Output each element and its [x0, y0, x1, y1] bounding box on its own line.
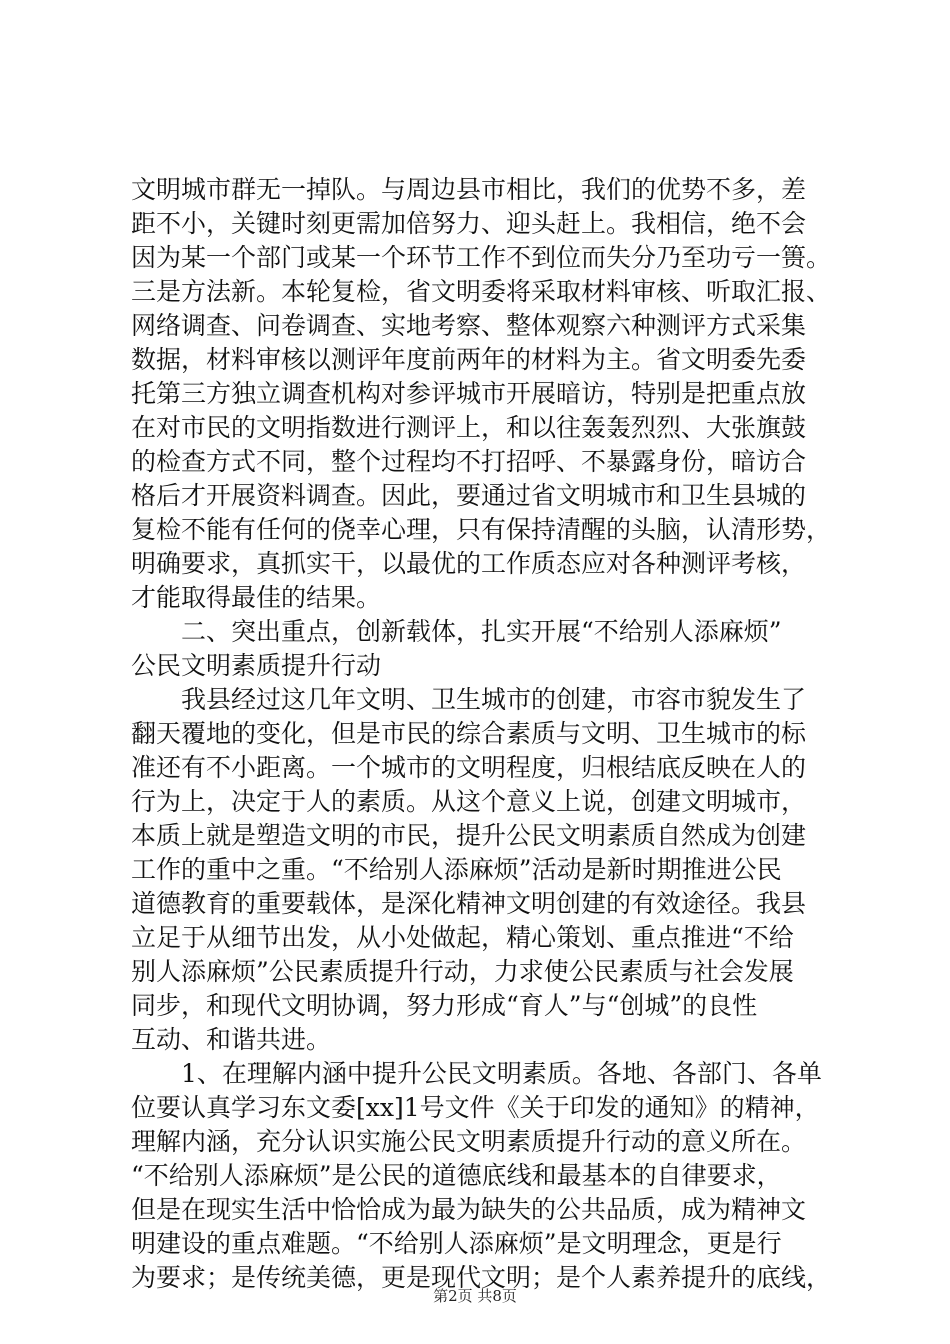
- text-line: 在对市民的文明指数进行测评上，和以往轰轰烈烈、大张旗鼓: [131, 413, 807, 442]
- text-line: 立足于从细节出发，从小处做起，精心策划、重点推进“不给: [131, 923, 794, 952]
- page-number-footer: 第2页 共8页: [433, 1287, 517, 1305]
- text-line: 别人添麻烦”公民素质提升行动，力求使公民素质与社会发展: [131, 957, 794, 986]
- text-line: 翻天覆地的变化，但是市民的综合素质与文明、卫生城市的标: [131, 719, 807, 748]
- text-line: 距不小，关键时刻更需加倍努力、迎头赶上。我相信，绝不会: [131, 209, 807, 238]
- text-line: 复检不能有任何的侥幸心理，只有保持清醒的头脑，认清形势，: [131, 515, 831, 544]
- text-line: 明建设的重点难题。“不给别人添麻烦”是文明理念，更是行: [131, 1229, 782, 1258]
- text-line: 道德教育的重要载体，是深化精神文明创建的有效途径。我县: [131, 889, 807, 918]
- text-line: 才能取得最佳的结果。: [131, 583, 382, 612]
- text-line: 本质上就是塑造文明的市民，提升公民文明素质自然成为创建: [131, 821, 807, 850]
- text-line: 格后才开展资料调查。因此，要通过省文明城市和卫生县城的: [131, 481, 807, 510]
- text-line: 三是方法新。本轮复检，省文明委将采取材料审核、听取汇报、: [131, 277, 831, 306]
- text-line: 互动、和谐共进。: [131, 1025, 332, 1054]
- text-line: “不给别人添麻烦”是公民的道德底线和最基本的自律要求，: [131, 1161, 782, 1190]
- section-heading-line: 公民文明素质提升行动: [131, 651, 382, 680]
- text-line: 但是在现实生活中恰恰成为最为缺失的公共品质，成为精神文: [131, 1195, 807, 1224]
- text-line: 的检查方式不同，整个过程均不打招呼、不暴露身份，暗访合: [131, 447, 807, 476]
- text-line: 同步，和现代文明协调，努力形成“育人”与“创城”的良性: [131, 991, 758, 1020]
- text-line: 为要求；是传统美德，更是现代文明；是个人素养提升的底线，: [131, 1263, 831, 1292]
- text-line: 因为某一个部门或某一个环节工作不到位而失分乃至功亏一篑。: [131, 243, 831, 272]
- text-line: 托第三方独立调查机构对参评城市开展暗访，特别是把重点放: [131, 379, 807, 408]
- text-line: 我县经过这几年文明、卫生城市的创建，市容市貌发生了: [131, 685, 807, 714]
- text-line: 文明城市群无一掉队。与周边县市相比，我们的优势不多，差: [131, 175, 807, 204]
- text-line: 网络调查、问卷调查、实地考察、整体观察六种测评方式采集: [131, 311, 807, 340]
- text-line: 理解内涵，充分认识实施公民文明素质提升行动的意义所在。: [131, 1127, 807, 1156]
- text-line: 位要认真学习东文委[xx]1号文件《关于印发的通知》的精神，: [131, 1093, 820, 1122]
- text-line: 行为上，决定于人的素质。从这个意义上说，创建文明城市，: [131, 787, 807, 816]
- text-line: 数据，材料审核以测评年度前两年的材料为主。省文明委先委: [131, 345, 807, 374]
- section-heading-line: 二、突出重点，创新载体，扎实开展“不给别人添麻烦”: [131, 617, 782, 646]
- text-line: 准还有不小距离。一个城市的文明程度，归根结底反映在人的: [131, 753, 807, 782]
- text-line: 明确要求，真抓实干，以最优的工作质态应对各种测评考核，: [131, 549, 807, 578]
- text-line: 工作的重中之重。“不给别人添麻烦”活动是新时期推进公民: [131, 855, 782, 884]
- text-line: 1、在理解内涵中提升公民文明素质。各地、各部门、各单: [131, 1059, 822, 1088]
